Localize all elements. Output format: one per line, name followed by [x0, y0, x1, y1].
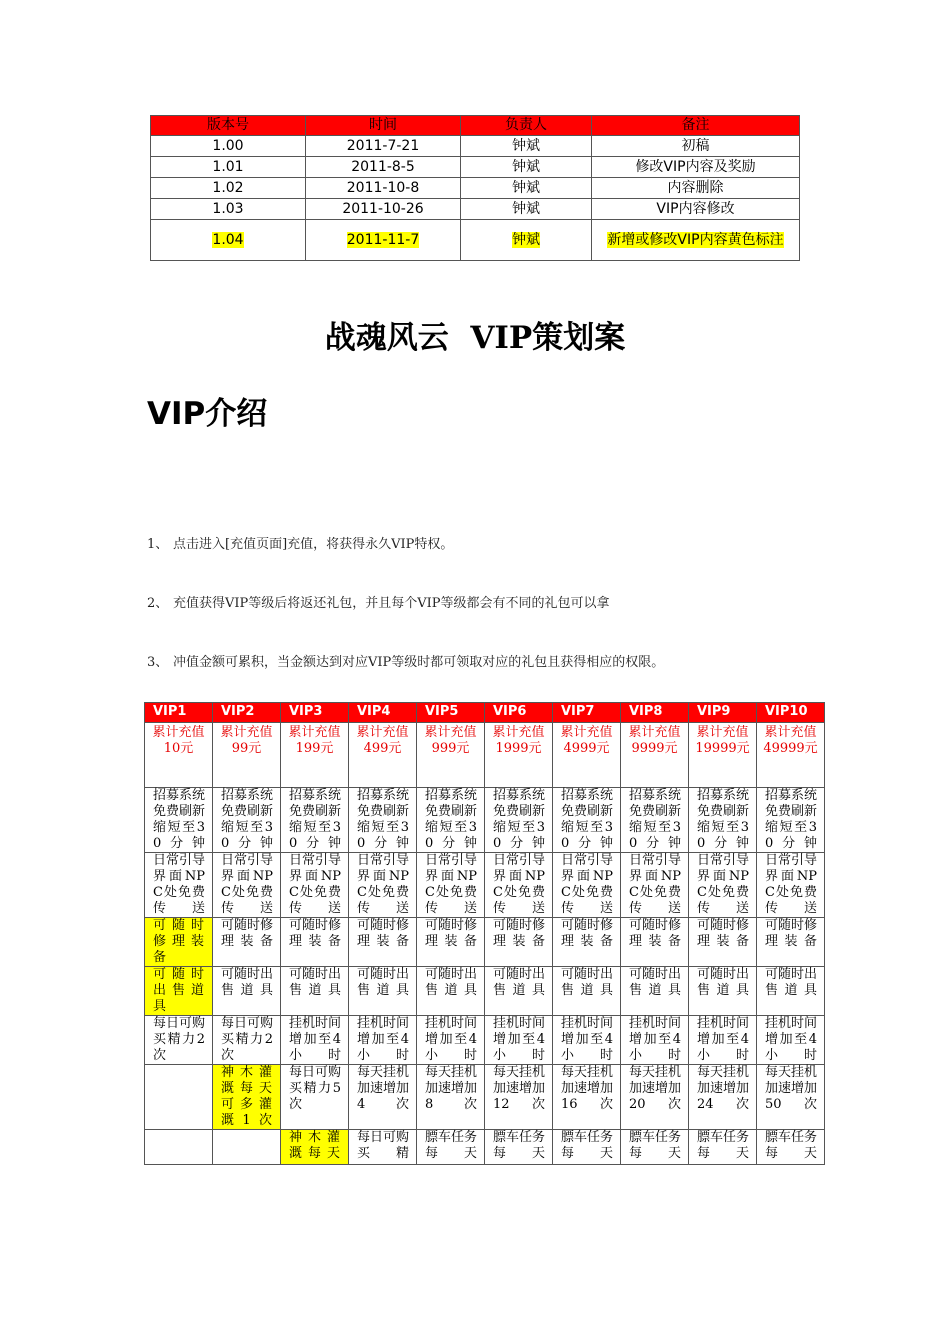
privilege-cell: 挂机时间增加至4小时 — [553, 1016, 621, 1065]
recharge-condition: 累计充值10元 — [145, 723, 213, 788]
vip-header-row — [145, 703, 825, 723]
privilege-cell: 每天挂机加速增加20次 — [621, 1065, 689, 1130]
privilege-cell: 日常引导界面NPC处免费传送 — [213, 853, 281, 918]
table-row — [151, 136, 800, 157]
privilege-cell: 招募系统免费刷新缩短至30分钟 — [417, 788, 485, 853]
privilege-cell: 招募系统免费刷新缩短至30分钟 — [213, 788, 281, 853]
privilege-cell — [145, 1130, 213, 1165]
privilege-cell — [213, 1130, 281, 1165]
recharge-condition: 累计充值499元 — [349, 723, 417, 788]
table-row — [145, 967, 825, 1016]
privilege-cell: 日常引导界面NPC处免费传送 — [281, 853, 349, 918]
vip-level-header: VIP7 — [553, 703, 621, 723]
table-row — [145, 788, 825, 853]
privilege-cell: 招募系统免费刷新缩短至30分钟 — [349, 788, 417, 853]
privilege-cell: 膘车任务每天 — [689, 1130, 757, 1165]
vip-level-header: VIP2 — [213, 703, 281, 723]
cell-note: 修改VIP内容及奖励 — [592, 157, 800, 178]
privilege-cell: 挂机时间增加至4小时 — [621, 1016, 689, 1065]
table-row — [151, 178, 800, 199]
intro-item-3 — [147, 651, 664, 670]
vip-level-header: VIP8 — [621, 703, 689, 723]
recharge-condition: 累计充值19999元 — [689, 723, 757, 788]
section-title: VIP介绍 — [147, 396, 268, 432]
cell-date: 2011-11-7 — [306, 220, 461, 261]
vip-level-header: VIP1 — [145, 703, 213, 723]
privilege-cell: 神木灌溉每天可多灌溉1次 — [213, 1065, 281, 1130]
privilege-cell: 挂机时间增加至4小时 — [757, 1016, 825, 1065]
cell-version: 1.03 — [151, 199, 306, 220]
cell-owner: 钟斌 — [461, 136, 592, 157]
privilege-cell: 膘车任务每天 — [417, 1130, 485, 1165]
privilege-cell: 日常引导界面NPC处免费传送 — [757, 853, 825, 918]
privilege-cell — [145, 1065, 213, 1130]
recharge-condition: 累计充值99元 — [213, 723, 281, 788]
privilege-cell: 挂机时间增加至4小时 — [689, 1016, 757, 1065]
cell-owner: 钟斌 — [461, 220, 592, 261]
version-table-header — [151, 116, 800, 136]
cell-note: 初稿 — [592, 136, 800, 157]
privilege-cell: 日常引导界面NPC处免费传送 — [145, 853, 213, 918]
privilege-cell: 可随时修理装备 — [621, 918, 689, 967]
privilege-cell: 每日可购买精力2次 — [145, 1016, 213, 1065]
vip-level-header: VIP9 — [689, 703, 757, 723]
privilege-cell: 可随时出售道具 — [553, 967, 621, 1016]
privilege-cell: 挂机时间增加至4小时 — [417, 1016, 485, 1065]
cell-owner: 钟斌 — [461, 199, 592, 220]
privilege-cell: 招募系统免费刷新缩短至30分钟 — [281, 788, 349, 853]
table-row — [151, 199, 800, 220]
list-number: 3、 — [147, 655, 169, 670]
privilege-cell: 招募系统免费刷新缩短至30分钟 — [553, 788, 621, 853]
privilege-cell: 日常引导界面NPC处免费传送 — [553, 853, 621, 918]
recharge-condition: 累计充值999元 — [417, 723, 485, 788]
list-text: 充值获得VIP等级后将返还礼包，并且每个VIP等级都会有不同的礼包可以拿 — [173, 596, 610, 611]
cell-date: 2011-7-21 — [306, 136, 461, 157]
vip-level-header: VIP10 — [757, 703, 825, 723]
privilege-cell: 招募系统免费刷新缩短至30分钟 — [485, 788, 553, 853]
privilege-cell: 膘车任务每天 — [621, 1130, 689, 1165]
list-text: 点击进入[充值页面]充值，将获得永久VIP特权。 — [173, 537, 454, 552]
table-row — [145, 1130, 825, 1165]
cell-note: 新增或修改VIP内容黄色标注 — [592, 220, 800, 261]
recharge-condition: 累计充值1999元 — [485, 723, 553, 788]
cell-owner: 钟斌 — [461, 157, 592, 178]
header-date: 时间 — [306, 116, 461, 136]
list-number: 1、 — [147, 537, 169, 552]
privilege-cell: 可随时修理装备 — [145, 918, 213, 967]
cell-date: 2011-8-5 — [306, 157, 461, 178]
privilege-cell: 可随时修理装备 — [553, 918, 621, 967]
privilege-cell: 挂机时间增加至4小时 — [485, 1016, 553, 1065]
privilege-cell: 日常引导界面NPC处免费传送 — [485, 853, 553, 918]
cell-version: 1.01 — [151, 157, 306, 178]
privilege-cell: 挂机时间增加至4小时 — [349, 1016, 417, 1065]
privilege-cell: 每天挂机加速增加12次 — [485, 1065, 553, 1130]
privilege-cell: 每日可购买精 — [349, 1130, 417, 1165]
cell-date: 2011-10-26 — [306, 199, 461, 220]
privilege-cell: 可随时出售道具 — [349, 967, 417, 1016]
privilege-cell: 可随时修理装备 — [349, 918, 417, 967]
privilege-cell: 可随时出售道具 — [213, 967, 281, 1016]
vip-level-header: VIP4 — [349, 703, 417, 723]
privilege-cell: 日常引导界面NPC处免费传送 — [621, 853, 689, 918]
privilege-cell: 可随时修理装备 — [485, 918, 553, 967]
privilege-cell: 每天挂机加速增加50次 — [757, 1065, 825, 1130]
cell-date: 2011-10-8 — [306, 178, 461, 199]
privilege-cell: 每天挂机加速增加8次 — [417, 1065, 485, 1130]
privilege-cell: 每日可购买精力2次 — [213, 1016, 281, 1065]
vip-table-viewport — [140, 700, 840, 1221]
privilege-cell: 挂机时间增加至4小时 — [281, 1016, 349, 1065]
privilege-cell: 可随时修理装备 — [213, 918, 281, 967]
table-row — [145, 918, 825, 967]
privilege-cell: 可随时修理装备 — [281, 918, 349, 967]
privilege-cell: 每天挂机加速增加16次 — [553, 1065, 621, 1130]
vip-condition-row — [145, 723, 825, 788]
version-history-table — [150, 115, 800, 261]
vip-level-header: VIP5 — [417, 703, 485, 723]
cell-owner: 钟斌 — [461, 178, 592, 199]
recharge-condition: 累计充值199元 — [281, 723, 349, 788]
cell-note: 内容删除 — [592, 178, 800, 199]
cell-version: 1.00 — [151, 136, 306, 157]
privilege-cell: 日常引导界面NPC处免费传送 — [417, 853, 485, 918]
privilege-cell: 可随时出售道具 — [689, 967, 757, 1016]
list-text: 冲值金额可累积，当金额达到对应VIP等级时都可领取对应的礼包且获得相应的权限。 — [173, 655, 665, 670]
privilege-cell: 膘车任务每天 — [553, 1130, 621, 1165]
vip-level-header: VIP6 — [485, 703, 553, 723]
privilege-cell: 可随时修理装备 — [757, 918, 825, 967]
cell-note: VIP内容修改 — [592, 199, 800, 220]
privilege-cell: 招募系统免费刷新缩短至30分钟 — [621, 788, 689, 853]
privilege-cell: 可随时出售道具 — [281, 967, 349, 1016]
cell-version: 1.02 — [151, 178, 306, 199]
privilege-cell: 可随时修理装备 — [689, 918, 757, 967]
privilege-cell: 日常引导界面NPC处免费传送 — [349, 853, 417, 918]
privilege-cell: 招募系统免费刷新缩短至30分钟 — [689, 788, 757, 853]
header-note: 备注 — [592, 116, 800, 136]
privilege-cell: 每日可购买精力5次 — [281, 1065, 349, 1130]
list-number: 2、 — [147, 596, 169, 611]
privilege-cell: 可随时出售道具 — [621, 967, 689, 1016]
table-row — [151, 220, 800, 261]
recharge-condition: 累计充值49999元 — [757, 723, 825, 788]
document-title: 战魂风云 VIP策划案 — [324, 320, 626, 356]
privilege-cell: 膘车任务每天 — [757, 1130, 825, 1165]
intro-item-1 — [147, 533, 453, 552]
table-row — [145, 853, 825, 918]
privilege-cell: 招募系统免费刷新缩短至30分钟 — [145, 788, 213, 853]
recharge-condition: 累计充值9999元 — [621, 723, 689, 788]
vip-privileges-table — [144, 702, 825, 1165]
privilege-cell: 日常引导界面NPC处免费传送 — [689, 853, 757, 918]
privilege-cell: 膘车任务每天 — [485, 1130, 553, 1165]
privilege-cell: 可随时出售道具 — [417, 967, 485, 1016]
privilege-cell: 可随时修理装备 — [417, 918, 485, 967]
table-row — [145, 1065, 825, 1130]
privilege-cell: 可随时出售道具 — [757, 967, 825, 1016]
privilege-cell: 招募系统免费刷新缩短至30分钟 — [757, 788, 825, 853]
recharge-condition: 累计充值4999元 — [553, 723, 621, 788]
privilege-cell: 可随时出售道具 — [485, 967, 553, 1016]
table-row — [151, 157, 800, 178]
header-owner: 负责人 — [461, 116, 592, 136]
header-version: 版本号 — [151, 116, 306, 136]
vip-level-header: VIP3 — [281, 703, 349, 723]
privilege-cell: 神木灌溉每天 — [281, 1130, 349, 1165]
intro-item-2 — [147, 592, 610, 611]
table-row — [145, 1016, 825, 1065]
cell-version: 1.04 — [151, 220, 306, 261]
privilege-cell: 每天挂机加速增加24次 — [689, 1065, 757, 1130]
privilege-cell: 每天挂机加速增加4次 — [349, 1065, 417, 1130]
privilege-cell: 可随时出售道具 — [145, 967, 213, 1016]
